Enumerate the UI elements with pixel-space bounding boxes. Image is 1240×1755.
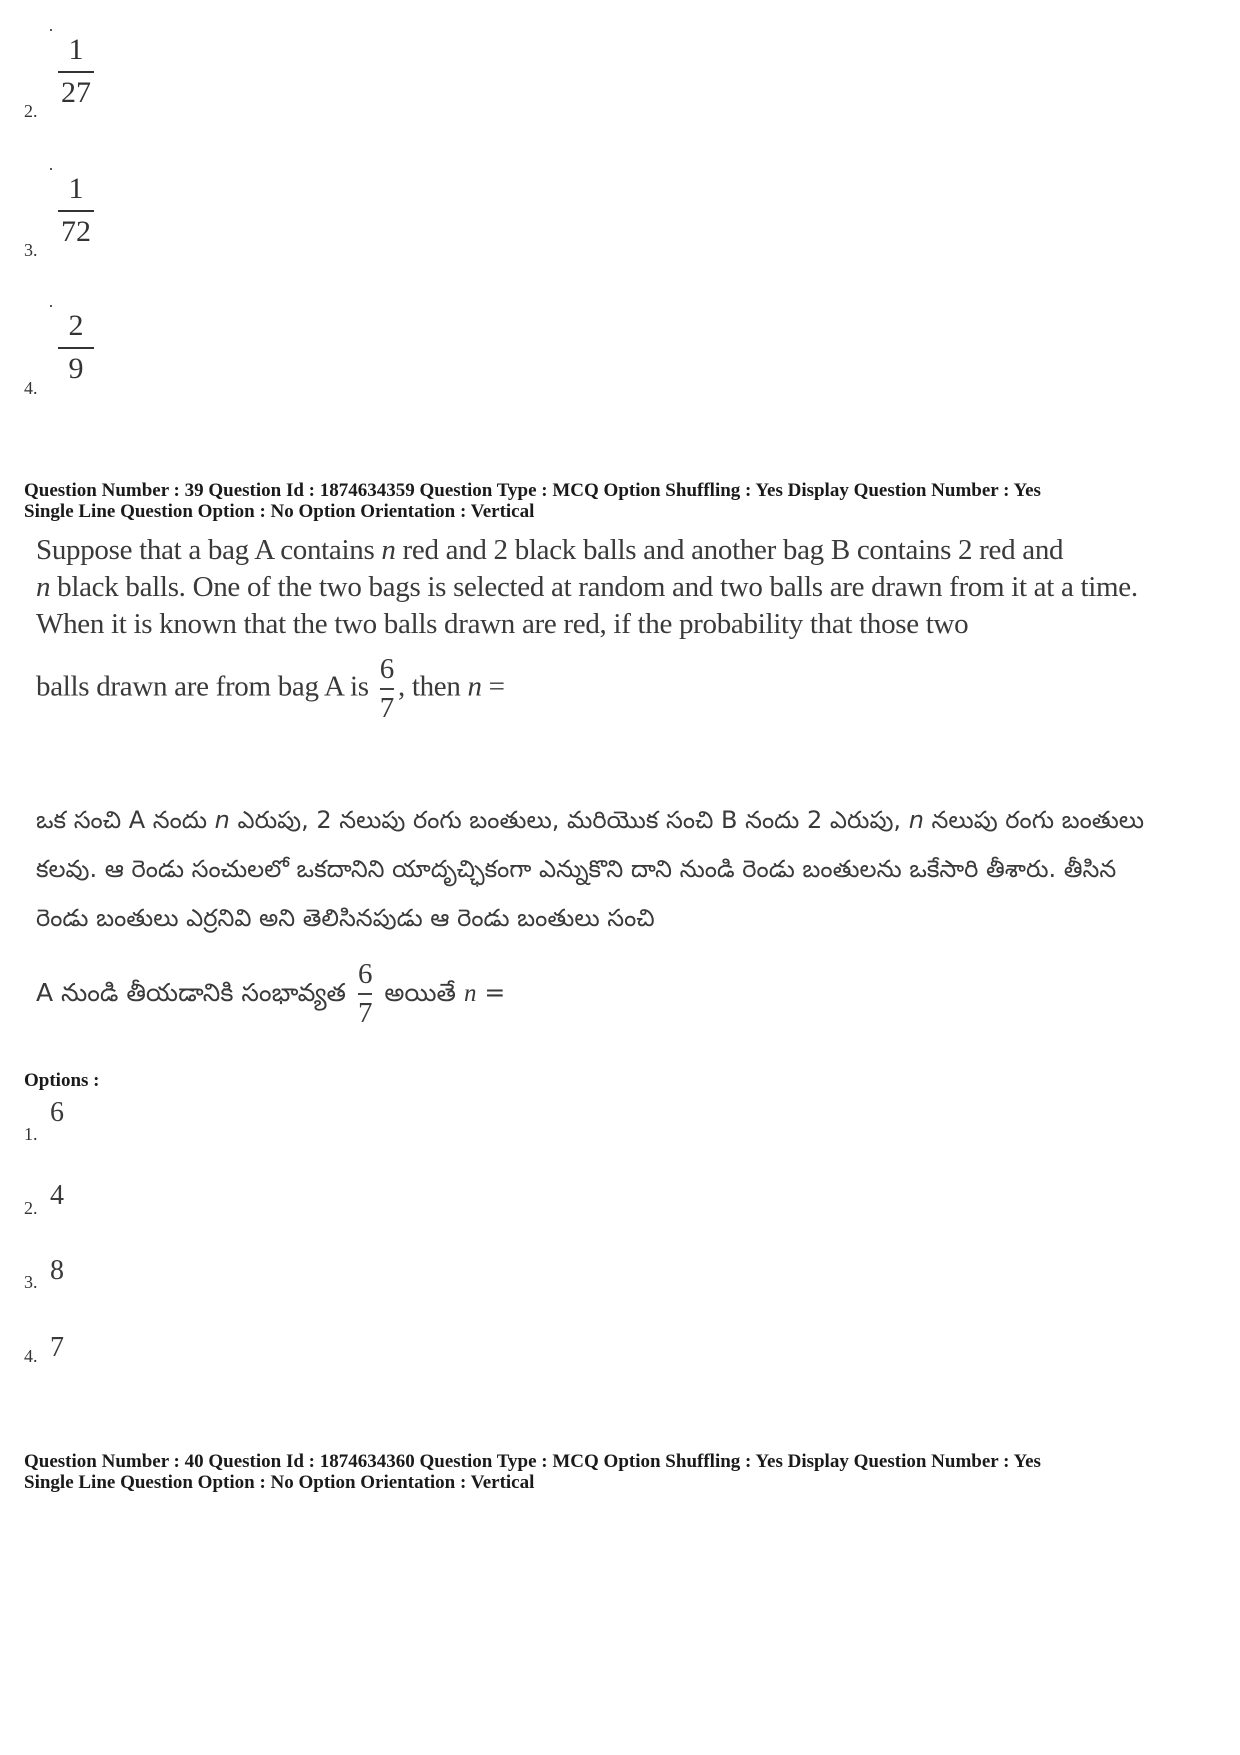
- text-segment: , then: [397, 670, 468, 703]
- variable-n: n: [467, 670, 482, 703]
- fraction: [358, 960, 373, 1028]
- question-text-english-line4: [36, 655, 1156, 723]
- option-number: 1.: [24, 1124, 38, 1144]
- question-meta-line1: Question Number : 40 Question Id : 1874634360 Question Type : MCQ Option Shuffling : Yes Display Question Number : Yes: [24, 1451, 1041, 1472]
- variable-n: n: [908, 806, 924, 834]
- question-text-telugu: [36, 796, 1156, 943]
- option-number: 4.: [24, 378, 38, 398]
- question-text-telugu-line4: [36, 960, 1156, 1028]
- options-label: Options :: [24, 1070, 100, 1091]
- text-segment: అయితే: [376, 978, 464, 1007]
- variable-n: n: [381, 534, 396, 566]
- tick-mark: [50, 305, 52, 307]
- text-segment: A నుండి తీయడానికి సంభావ్యత: [36, 978, 354, 1007]
- question-text-english: [36, 532, 1156, 643]
- variable-n: n: [214, 806, 230, 834]
- text-segment: ఎరుపు, 2 నలుపు రంగు బంతులు, మరియొక సంచి B నందు 2 ఎరుపు,: [229, 806, 909, 834]
- text-segment: Suppose that a bag A contains: [36, 534, 382, 566]
- text-segment: =: [476, 978, 506, 1007]
- numerator: 2: [68, 309, 84, 342]
- option-value: 8: [50, 1255, 64, 1286]
- fraction: [56, 311, 96, 384]
- question-meta-line1: Question Number : 39 Question Id : 1874634359 Question Type : MCQ Option Shuffling : Yes Display Question Number : Yes: [24, 480, 1041, 501]
- denominator: 7: [379, 692, 394, 724]
- tick-mark: [50, 168, 52, 170]
- numerator: 6: [357, 958, 373, 990]
- numerator: 1: [68, 33, 84, 66]
- variable-n: n: [463, 980, 477, 1007]
- option-number: 3.: [24, 240, 38, 260]
- option-number: 3.: [24, 1272, 38, 1292]
- question-meta-line2: Single Line Question Option : No Option Orientation : Vertical: [24, 501, 535, 522]
- option-number: 2.: [24, 101, 38, 121]
- numerator: 6: [379, 653, 394, 685]
- tick-mark: [50, 29, 52, 31]
- option-value: 4: [50, 1180, 64, 1211]
- text-segment: red and 2 black balls and another bag B contains 2 red and: [395, 534, 1064, 566]
- option-value: 6: [50, 1097, 64, 1128]
- text-segment: =: [481, 670, 505, 703]
- variable-n: n: [36, 571, 51, 603]
- question-meta: [24, 480, 1041, 522]
- denominator: 72: [61, 215, 91, 248]
- numerator: 1: [68, 172, 84, 205]
- denominator: 9: [68, 352, 84, 385]
- fraction: [56, 174, 96, 247]
- fraction: [56, 35, 96, 108]
- text-segment: balls drawn are from bag A is: [36, 670, 376, 703]
- question-meta-line2: Single Line Question Option : No Option Orientation : Vertical: [24, 1472, 535, 1493]
- option-number: 4.: [24, 1346, 38, 1366]
- option-number: 2.: [24, 1198, 38, 1218]
- text-segment: నలుపు రంగు బంతులు కలవు. ఆ రెండు సంచులలో ఒకదానిని యాదృచ్ఛికంగా ఎన్నుకొని దాని నుండి రెండు బంతులను ఒకేసారి తీశారు. తీసిన రెండు బంతులు ఎర్రనివి అని తెలిసినపుడు ఆ రెండు బంతులు సంచి: [36, 806, 1145, 932]
- text-segment: black balls. One of the two bags is selected at random and two balls are drawn from it at a time. When it is known that the two balls drawn are red, if the probability that those two: [36, 571, 1138, 640]
- fraction: [380, 655, 394, 723]
- question-meta: [24, 1451, 1041, 1493]
- text-segment: ఒక సంచి A నందు: [36, 806, 215, 834]
- denominator: 27: [61, 76, 91, 109]
- denominator: 7: [357, 997, 373, 1029]
- option-value: 7: [50, 1332, 64, 1363]
